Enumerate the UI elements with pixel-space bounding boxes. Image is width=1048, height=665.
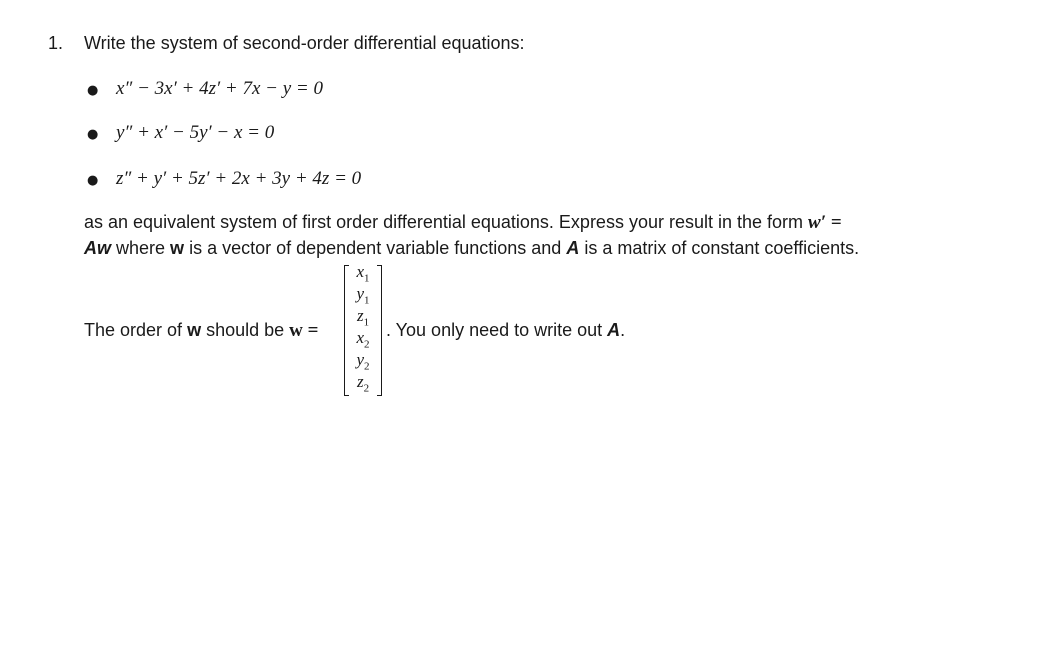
- vector-entry: $z_2$: [356, 372, 370, 395]
- equation-2: y″ + x′ − 5y′ − x = 0: [116, 122, 275, 143]
- instruction-line-2: Aw where w is a vector of dependent variable functions and A is a matrix of constant coefficients.: [84, 238, 860, 258]
- problem-number: 1.: [48, 33, 64, 53]
- vector-entry: $x_2$: [356, 328, 370, 351]
- vector-entry: $x_1$: [356, 262, 370, 285]
- bullet-icon: ●: [87, 173, 99, 188]
- problem-intro: Write the system of second-order differential equations:: [84, 33, 525, 53]
- bullet-icon: ●: [87, 127, 99, 142]
- vector-entry: $z_1$: [356, 306, 370, 329]
- vector-entry: $y_1$: [356, 284, 370, 307]
- order-sentence-start: The order of w should be w =: [84, 320, 319, 341]
- right-bracket: [377, 265, 382, 396]
- left-bracket: [344, 265, 349, 396]
- equation-3: z″ + y′ + 5z′ + 2x + 3y + 4z = 0: [116, 168, 362, 189]
- vector-entry: $y_2$: [356, 350, 370, 373]
- order-sentence-end: . You only need to write out A.: [386, 320, 626, 340]
- bullet-icon: ●: [87, 83, 99, 98]
- equation-1: x″ − 3x′ + 4z′ + 7x − y = 0: [116, 78, 323, 99]
- w-column-vector: [344, 262, 382, 400]
- instruction-line-1: as an equivalent system of first order differential equations. Express your result in the form w′ =: [84, 212, 842, 233]
